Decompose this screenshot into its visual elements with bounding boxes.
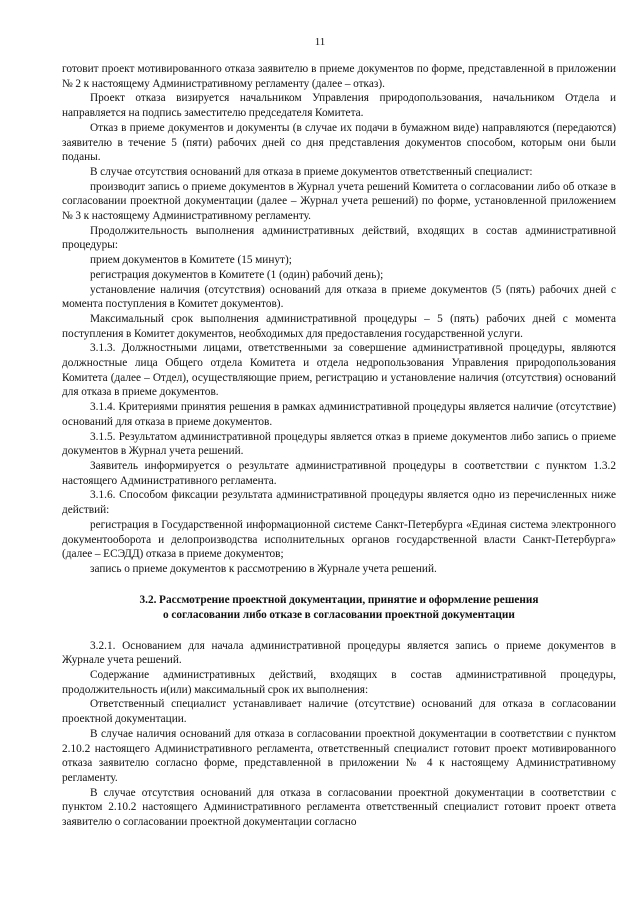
- section-heading-line-1: 3.2. Рассмотрение проектной документации, принятие и оформление решения: [139, 593, 539, 606]
- section-3-1-continued: [62, 62, 616, 577]
- paragraph: производит запись о приеме документов в Журнал учета решений Комитета о согласовании либо об отказе в согласовании проектной документации (далее – Журнал учета решений) по форме, установленной приложением № 3 к настоящему Административному регламенту.: [62, 180, 616, 223]
- section-heading-line-2: о согласовании либо отказе в согласовании проектной документации: [163, 608, 515, 621]
- paragraph: готовит проект мотивированного отказа заявителю в приеме документов по форме, представленной в приложении № 2 к настоящему Административному регламенту (далее – отказ).: [62, 63, 616, 90]
- paragraph: Ответственный специалист устанавливает наличие (отсутствие) оснований для отказа в согласовании проектной документации.: [62, 698, 616, 726]
- paragraph: 3.1.5. Результатом административной процедуры является отказ в приеме документов либо запись о приеме документов в Журнал учета решений.: [62, 430, 616, 458]
- paragraph: Проект отказа визируется начальником Управления природопользования, начальником Отдела и направляется на подпись заместителю председателя Комитета.: [62, 92, 616, 120]
- paragraph: В случае отсутствия оснований для отказа в согласовании проектной документации в соответствии с пунктом 2.10.2 настоящего Административного регламента ответственный специалист готовит проект ответа заявителю о согласовании проектной документации согласно: [62, 786, 616, 829]
- paragraph: 3.1.6. Способом фиксации результата административной процедуры является одно из перечисленных ниже действий:: [62, 489, 616, 517]
- paragraph: запись о приеме документов к рассмотрению в Журнале учета решений.: [90, 562, 437, 575]
- paragraph: 3.2.1. Основанием для начала административной процедуры является запись о приеме документов в Журнале учета решений.: [62, 639, 616, 667]
- paragraph: Заявитель информируется о результате административной процедуры в соответствии с пунктом 1.3.2 настоящего Административного регламента.: [62, 459, 616, 487]
- paragraph: Отказ в приеме документов и документы (в случае их подачи в бумажном виде) направляются (передаются) заявителю в течение 5 (пяти) рабочих дней со дня представления документов способом, которым они были поданы.: [62, 121, 616, 164]
- paragraph: установление наличия (отсутствия) оснований для отказа в приеме документов (5 (пять) рабочих дней с момента поступления в Комитет документов).: [62, 283, 616, 311]
- paragraph: регистрация в Государственной информационной системе Санкт-Петербурга «Единая система электронного документооборота и делопроизводства исполнительных органов государственной власти Санкт-Петербурга» (далее – ЕСЭДД) отказа в приеме документов;: [62, 518, 616, 561]
- section-3-2-body: [62, 639, 616, 830]
- paragraph: 3.1.3. Должностными лицами, ответственными за совершение административной процедуры, являются должностные лица Общего отдела Комитета и отдела недропользования Управления природопользования Комитета (далее – Отдел), осуществляющие прием, регистрацию и установление наличия (отсутствия) оснований для отказа в приеме документов.: [62, 342, 616, 399]
- paragraph: регистрация документов в Комитете (1 (один) рабочий день);: [90, 268, 384, 281]
- paragraph: Продолжительность выполнения административных действий, входящих в состав административной процедуры:: [62, 224, 616, 252]
- paragraph: прием документов в Комитете (15 минут);: [90, 254, 292, 267]
- paragraph: Максимальный срок выполнения административной процедуры – 5 (пять) рабочих дней с момента поступления в Комитет документов, необходимых для предоставления государственной услуги.: [62, 312, 616, 340]
- paragraph: В случае отсутствия оснований для отказа в приеме документов ответственный специалист:: [90, 165, 533, 178]
- section-heading: [62, 593, 616, 623]
- page-number: 11: [314, 36, 326, 48]
- document-body: [62, 62, 616, 830]
- paragraph: 3.1.4. Критериями принятия решения в рамках административной процедуры является наличие (отсутствие) оснований для отказа в приеме документов.: [62, 401, 616, 428]
- paragraph: Содержание административных действий, входящих в состав административной процедуры, продолжительность и(или) максимальный срок их выполнения:: [62, 669, 616, 696]
- paragraph: В случае наличия оснований для отказа в согласовании проектной документации в соответствии с пунктом 2.10.2 настоящего Административного регламента, ответственный специалист готовит проект мотивированного отказа заявителю согласно форме, представленной в приложении № 4 к настоящему Административному регламенту.: [62, 727, 616, 784]
